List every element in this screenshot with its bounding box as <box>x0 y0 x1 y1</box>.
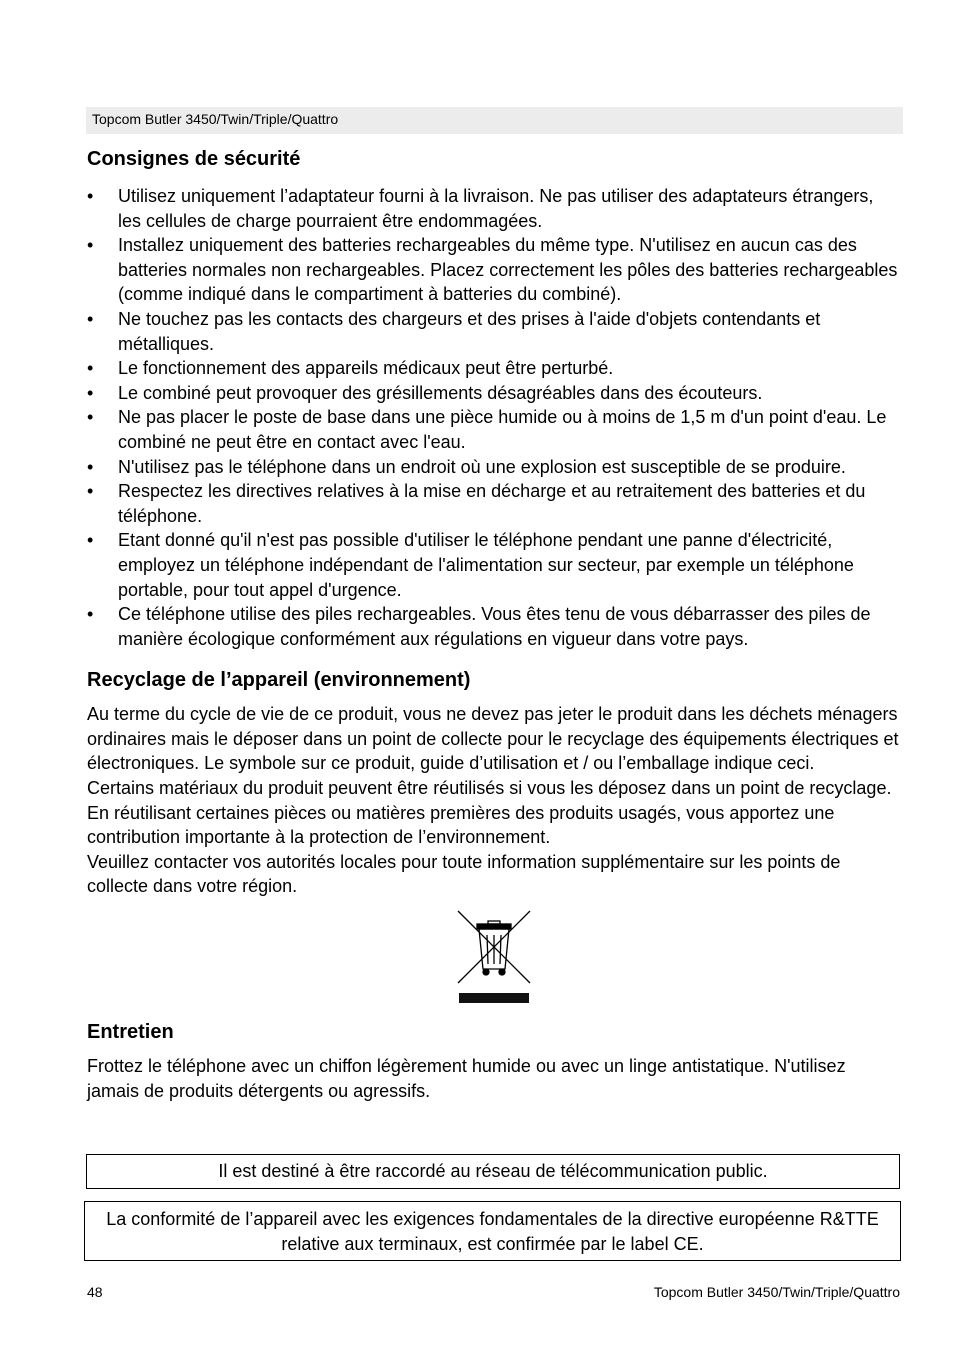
bullet-marker: • <box>87 604 94 625</box>
list-item: • Ne pas placer le poste de base dans une pièce humide ou à moins de 1,5 m d'un point d'eau. Le combiné ne peut être en contact avec l'eau. <box>87 407 887 452</box>
recycling-paragraph: Au terme du cycle de vie de ce produit, vous ne devez pas jeter le produit dans les déchets ménagers ordinaires mais le déposer dans un point de collecte pour le recyclage des équipements électriques et électroniques. Le symbole sur ce produit, guide d’utilisation et / ou l’emballage indique ceci. <box>87 704 899 774</box>
page-content <box>87 146 899 1103</box>
running-header <box>86 107 903 134</box>
recycling-paragraph: Certains matériaux du produit peuvent être réutilisés si vous les déposez dans un point de recyclage. En réutilisant certaines pièces ou matières premières des produits usagés, vous apportez une contribution importante à la protection de l’environnement. <box>87 778 892 848</box>
recycling-body <box>87 702 899 899</box>
safety-heading: Consignes de sécurité <box>87 148 301 170</box>
safety-list <box>87 184 899 651</box>
conformity-notice-box <box>84 1201 901 1261</box>
bullet-marker: • <box>87 481 94 502</box>
page-number: 48 <box>87 1284 103 1300</box>
conformity-notice: La conformité de l’appareil avec les exigences fondamentales de la directive européenne R&TTE relative aux terminaux, est confirmée par le label CE. <box>106 1209 879 1254</box>
maintenance-text: Frottez le téléphone avec un chiffon légèrement humide ou avec un linge antistatique. N'utilisez jamais de produits détergents ou agressifs. <box>87 1056 846 1101</box>
list-item: • Respectez les directives relatives à la mise en décharge et au retraitement des batteries et du téléphone. <box>87 481 866 526</box>
list-item: • Installez uniquement des batteries rechargeables du même type. N'utilisez en aucun cas des batteries normales non rechargeables. Placez correctement les pôles des batteries rechargeables (comme indiqué dans le compartiment à batteries du combiné). <box>87 235 898 305</box>
list-item: • Ce téléphone utilise des piles rechargeables. Vous êtes tenu de vous débarrasser des piles de manière écologique conformément aux régulations en vigueur dans votre pays. <box>87 604 871 649</box>
network-notice: Il est destiné à être raccordé au réseau de télécommunication public. <box>218 1161 768 1181</box>
header-title: Topcom Butler 3450/Twin/Triple/Quattro <box>92 111 339 127</box>
bullet-marker: • <box>87 456 94 477</box>
network-notice-box <box>86 1154 900 1189</box>
recycling-paragraph: Veuillez contacter vos autorités locales pour toute information supplémentaire sur les points de collecte dans votre région. <box>87 851 841 897</box>
bullet-marker: • <box>87 407 94 428</box>
maintenance-heading: Entretien <box>87 1021 174 1044</box>
bullet-marker: • <box>87 235 94 256</box>
list-item: • Utilisez uniquement l’adaptateur fourni à la livraison. Ne pas utiliser des adaptateurs étrangers, les cellules de charge pourraient être endommagées. <box>87 186 874 231</box>
list-item: • Le combiné peut provoquer des grésillements désagréables dans des écouteurs. <box>87 381 899 406</box>
recycling-heading: Recyclage de l’appareil (environnement) <box>87 669 471 692</box>
list-item: • N'utilisez pas le téléphone dans un endroit où une explosion est susceptible de se produire. <box>87 455 899 480</box>
list-item: • Etant donné qu'il n'est pas possible d'utiliser le téléphone pendant une panne d'électricité, employez un téléphone indépendant de l'alimentation sur secteur, par exemple un téléphone portable, pour tout appel d'urgence. <box>87 530 854 600</box>
list-item: • Ne touchez pas les contacts des chargeurs et des prises à l'aide d'objets contendants et métalliques. <box>87 308 821 354</box>
bullet-marker: • <box>87 530 94 551</box>
bullet-marker: • <box>87 308 94 329</box>
bullet-marker: • <box>87 382 94 403</box>
bullet-marker: • <box>87 186 94 206</box>
list-item: • Le fonctionnement des appareils médicaux peut être perturbé. <box>87 356 899 381</box>
footer-product: Topcom Butler 3450/Twin/Triple/Quattro <box>653 1284 900 1300</box>
crossed-out-wheelie-bin-icon <box>456 909 532 1007</box>
bullet-marker: • <box>87 358 94 379</box>
